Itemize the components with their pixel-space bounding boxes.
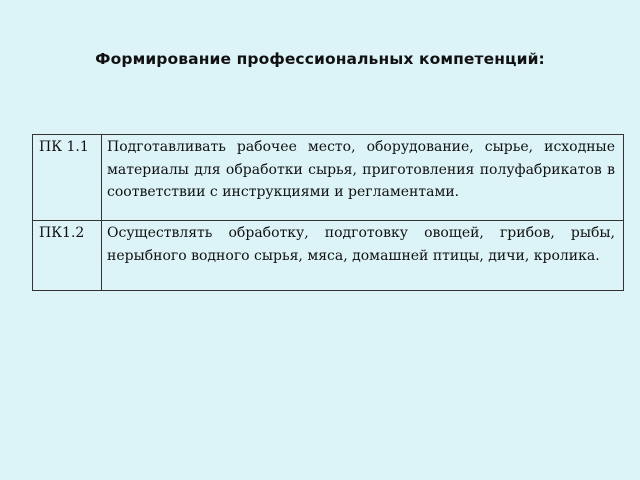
competency-description: Осуществлять обработку, подготовку овощей, грибов, рыбы, нерыбного водного сырья, мяса, домашней птицы, дичи, кролика. <box>102 221 624 291</box>
table-row <box>33 135 624 221</box>
competency-description: Подготавливать рабочее место, оборудование, сырье, исходные материалы для обработки сырья, приготовления полуфабрикатов в соответствии с инструкциями и регламентами. <box>102 135 624 221</box>
table-row <box>33 221 624 291</box>
competency-code: ПК 1.1 <box>33 135 102 221</box>
competency-code: ПК1.2 <box>33 221 102 291</box>
slide-title: Формирование профессиональных компетенций: <box>95 50 545 68</box>
competencies-table <box>32 134 624 291</box>
